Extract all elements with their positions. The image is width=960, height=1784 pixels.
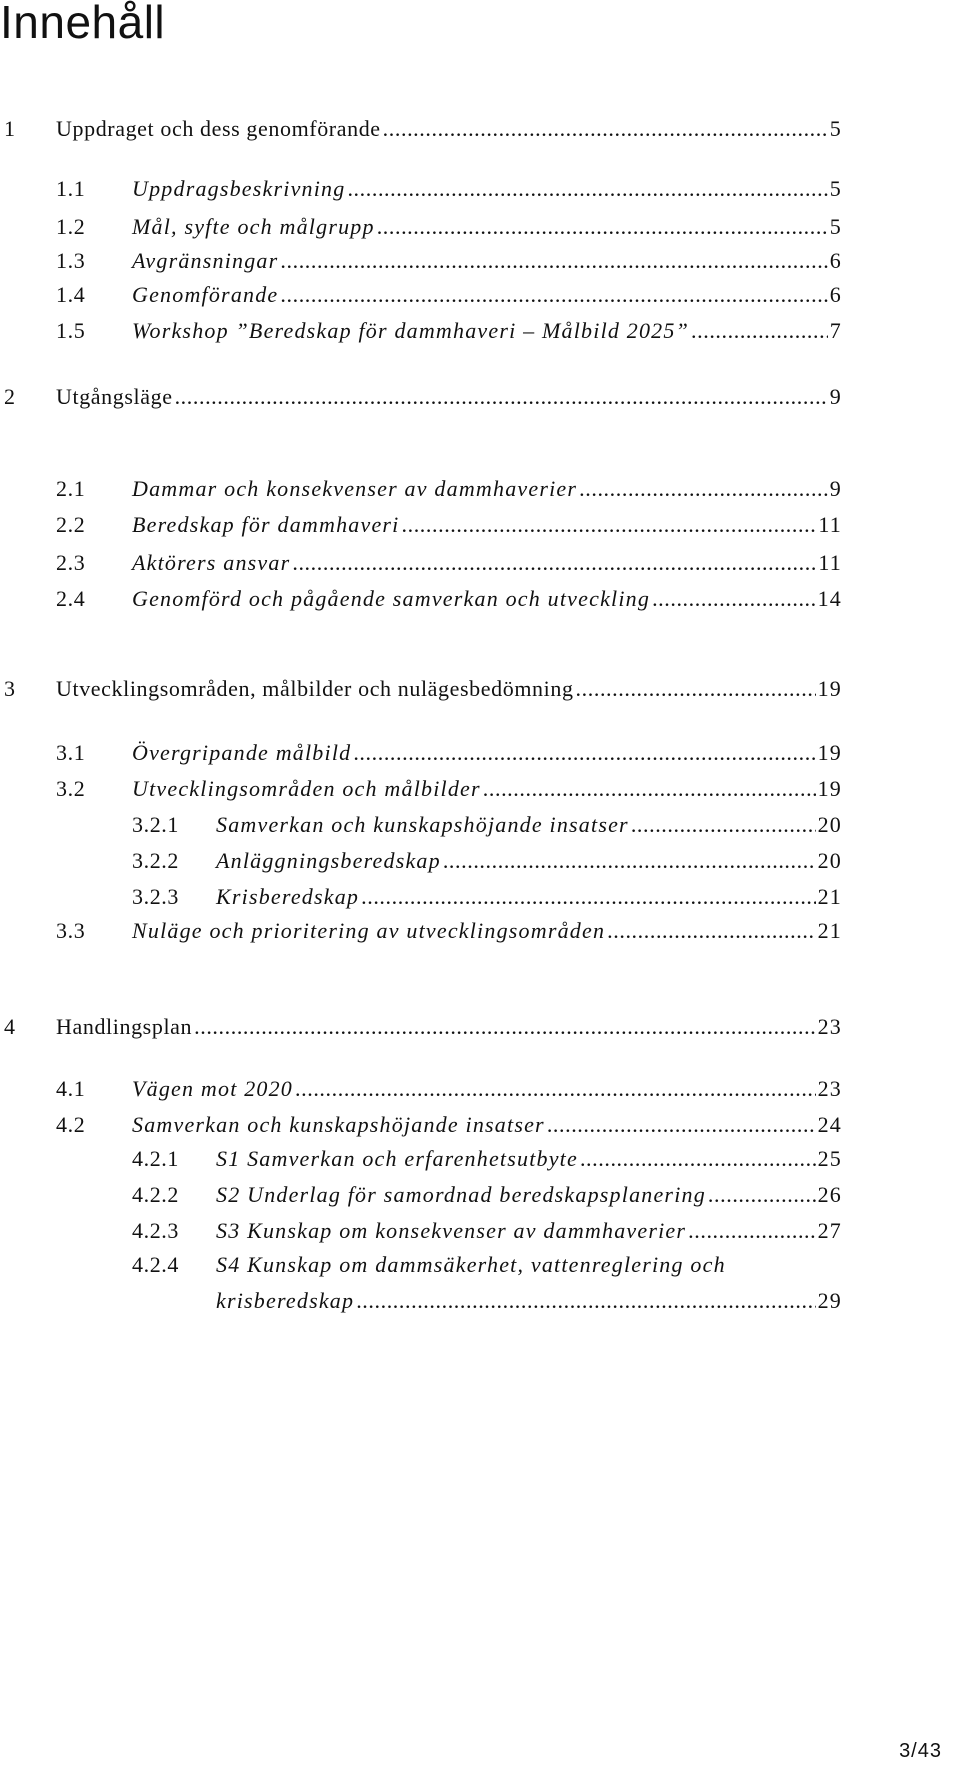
toc-entry-title: Genomförande: [132, 282, 279, 307]
toc-entry-number: 3.2.2: [132, 848, 179, 873]
toc-entry-title: Workshop ”Beredskap för dammhaveri – Målbild 2025”: [132, 318, 690, 343]
dot-leader: [579, 472, 828, 506]
toc-entry-title: S4 Kunskap om dammsäkerhet, vattenreglering och: [216, 1252, 726, 1277]
dot-leader: [631, 808, 816, 842]
toc-entry[interactable]: [0, 1010, 960, 1044]
dot-leader: [280, 278, 827, 312]
dot-leader: [347, 172, 827, 206]
dot-leader: [356, 1284, 815, 1318]
toc-entry-title: Övergripande målbild: [132, 740, 352, 765]
page-number: 3/43: [899, 1740, 942, 1762]
toc-entry-page: 23: [817, 1014, 842, 1039]
toc-entry-number: 1.3: [56, 248, 86, 273]
dot-leader: [353, 736, 815, 770]
toc-entry[interactable]: [0, 472, 960, 506]
toc-entry-number: 4.2: [56, 1112, 86, 1137]
toc-entry-number: 2.4: [56, 586, 86, 611]
toc-entry-title: Nuläge och prioritering av utvecklingsområden: [132, 918, 606, 943]
toc-entry-number: 4.1: [56, 1076, 86, 1101]
toc-entry-page: 25: [817, 1146, 842, 1171]
toc-entry-page: 5: [829, 116, 842, 141]
toc-entry-title-continuation: krisberedskap: [216, 1288, 355, 1313]
dot-leader: [402, 508, 817, 542]
toc-entry-title: Mål, syfte och målgrupp: [132, 214, 375, 239]
toc-entry-number: 4.2.4: [132, 1252, 179, 1277]
toc-entry-page: 24: [817, 1112, 842, 1137]
toc-entry-number: 1.4: [56, 282, 86, 307]
toc-entry-page: 29: [817, 1288, 842, 1313]
toc-entry[interactable]: [0, 210, 960, 244]
dot-leader: [175, 380, 828, 414]
toc-entry-page: 9: [829, 476, 842, 501]
toc-entry[interactable]: [0, 244, 960, 278]
toc-entry-title: Vägen mot 2020: [132, 1076, 294, 1101]
toc-entry-number: 3: [4, 676, 16, 701]
toc-entry-page: 5: [829, 214, 842, 239]
toc-entry-page: 11: [818, 512, 842, 537]
dot-leader: [580, 1142, 816, 1176]
toc-entry-title: Uppdraget och dess genomförande: [56, 116, 381, 141]
dot-leader: [547, 1108, 816, 1142]
toc-entry-number: 3.2.3: [132, 884, 179, 909]
toc-entry-title: Genomförd och pågående samverkan och utveckling: [132, 586, 651, 611]
toc-entry-title: S1 Samverkan och erfarenhetsutbyte: [216, 1146, 578, 1171]
toc-entry-page: 19: [817, 740, 842, 765]
toc-entry-page: 20: [817, 848, 842, 873]
toc-entry[interactable]: [0, 1142, 960, 1176]
dot-leader: [708, 1178, 816, 1212]
toc-entry-title: Beredskap för dammhaveri: [132, 512, 400, 537]
toc-entry-page: 23: [817, 1076, 842, 1101]
toc-entry[interactable]: [0, 1214, 960, 1248]
toc-entry-title: Aktörers ansvar: [132, 550, 291, 575]
dot-leader: [295, 1072, 816, 1106]
toc-entry-number: 4: [4, 1014, 16, 1039]
toc-entry-title: Utgångsläge: [56, 384, 173, 409]
toc-entry-title: Samverkan och kunskapshöjande insatser: [132, 1112, 545, 1137]
dot-leader: [483, 772, 816, 806]
toc-entry-page: 7: [829, 318, 842, 343]
toc-entry-title: Dammar och konsekvenser av dammhaverier: [132, 476, 578, 501]
toc-entry-number: 3.1: [56, 740, 86, 765]
dot-leader: [280, 244, 827, 278]
toc-entry-number: 2.2: [56, 512, 86, 537]
dot-leader: [361, 880, 815, 914]
toc-entry[interactable]: [0, 914, 960, 948]
toc-entry-title: Anläggningsberedskap: [216, 848, 441, 873]
toc-entry-title: Utvecklingsområden, målbilder och nulägesbedömning: [56, 676, 574, 701]
toc-entry-title: Utvecklingsområden och målbilder: [132, 776, 481, 801]
toc-entry-number: 2.1: [56, 476, 86, 501]
toc-entry-title: S2 Underlag för samordnad beredskapsplanering: [216, 1182, 706, 1207]
toc-entry-number: 4.2.2: [132, 1182, 179, 1207]
toc-entry-page: 11: [818, 550, 842, 575]
dot-leader: [383, 112, 828, 146]
toc-entry-number: 2: [4, 384, 16, 409]
toc-entry[interactable]: [0, 112, 960, 146]
toc-entry-title: Krisberedskap: [216, 884, 360, 909]
dot-leader: [292, 546, 816, 580]
toc-entry[interactable]: [0, 1108, 960, 1142]
toc-entry[interactable]: [0, 844, 960, 878]
toc-entry[interactable]: [0, 278, 960, 312]
toc-entry[interactable]: [0, 1072, 960, 1106]
toc-entry-number: 3.3: [56, 918, 86, 943]
toc-entry-page: 21: [817, 918, 842, 943]
toc-entry-number: 1: [4, 116, 16, 141]
toc-entry-title: Handlingsplan: [56, 1014, 193, 1039]
toc-entry-number: 4.2.1: [132, 1146, 179, 1171]
toc-entry-page: 6: [829, 248, 842, 273]
toc-entry-page: 20: [817, 812, 842, 837]
toc-entry-number: 1.1: [56, 176, 86, 201]
toc-entry-page: 9: [829, 384, 842, 409]
toc-entry-title: Avgränsningar: [132, 248, 279, 273]
toc-entry-page: 19: [817, 776, 842, 801]
toc-entry-number: 1.5: [56, 318, 86, 343]
dot-leader: [443, 844, 816, 878]
toc-entry[interactable]: [0, 508, 960, 542]
dot-leader: [691, 314, 828, 348]
toc-entry[interactable]: [0, 172, 960, 206]
toc-entry-page: 5: [829, 176, 842, 201]
toc-entry[interactable]: [0, 672, 960, 706]
toc-entry-number: 3.2: [56, 776, 86, 801]
toc-entry-page: 14: [817, 586, 842, 611]
toc-entry[interactable]: [0, 808, 960, 842]
toc-entry-title: Uppdragsbeskrivning: [132, 176, 346, 201]
toc-entry-title: Samverkan och kunskapshöjande insatser: [216, 812, 629, 837]
dot-leader: [652, 582, 816, 616]
toc-entry[interactable]: [0, 736, 960, 770]
dot-leader: [607, 914, 815, 948]
dot-leader: [576, 672, 816, 706]
toc-entry-page: 21: [817, 884, 842, 909]
toc-entry-number: 3.2.1: [132, 812, 179, 837]
dot-leader: [688, 1214, 815, 1248]
toc-entry-title: S3 Kunskap om konsekvenser av dammhaverier: [216, 1218, 687, 1243]
toc-entry-page: 19: [817, 676, 842, 701]
toc-entry[interactable]: [0, 1248, 960, 1313]
toc-entry[interactable]: [0, 880, 960, 914]
page-title: Innehåll: [0, 0, 166, 48]
toc-entry[interactable]: [0, 380, 960, 414]
toc-entry-number: 2.3: [56, 550, 86, 575]
toc-entry[interactable]: [0, 546, 960, 580]
toc-entry-page: 27: [817, 1218, 842, 1243]
toc-entry[interactable]: [0, 314, 960, 348]
dot-leader: [377, 210, 828, 244]
dot-leader: [194, 1010, 815, 1044]
toc-entry-number: 1.2: [56, 214, 86, 239]
toc-entry-page: 26: [817, 1182, 842, 1207]
toc-entry-page: 6: [829, 282, 842, 307]
toc-entry[interactable]: [0, 772, 960, 806]
toc-entry[interactable]: [0, 1178, 960, 1212]
toc-entry[interactable]: [0, 582, 960, 616]
toc-entry-number: 4.2.3: [132, 1218, 179, 1243]
